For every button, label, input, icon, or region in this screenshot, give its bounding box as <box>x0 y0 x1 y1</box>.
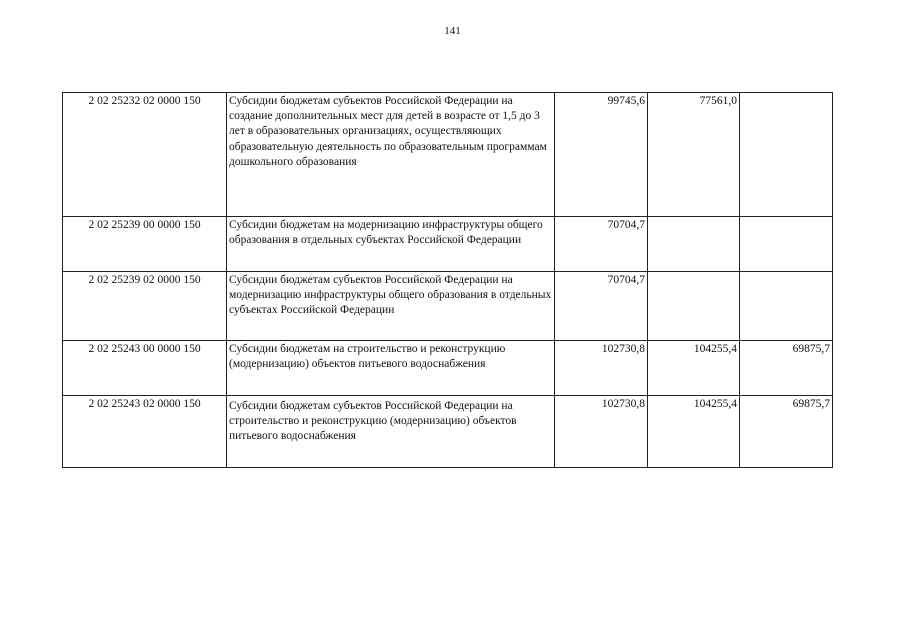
amount-year2-cell <box>648 217 740 272</box>
amount-year1-cell: 102730,8 <box>555 396 648 468</box>
amount-year1-cell: 70704,7 <box>555 217 648 272</box>
revenue-name-cell: Субсидии бюджетам субъектов Российской Федерации на строительство и реконструкцию (модернизацию) объектов питьевого водоснабжения <box>227 396 555 468</box>
table-row <box>63 93 833 217</box>
budget-code-cell: 2 02 25232 02 0000 150 <box>63 93 227 217</box>
budget-code-cell: 2 02 25243 02 0000 150 <box>63 396 227 468</box>
budget-code-cell: 2 02 25239 02 0000 150 <box>63 272 227 341</box>
table-row <box>63 396 833 468</box>
amount-year1-cell: 99745,6 <box>555 93 648 217</box>
budget-code-cell: 2 02 25243 00 0000 150 <box>63 341 227 396</box>
amount-year2-cell: 104255,4 <box>648 396 740 468</box>
amount-year3-cell <box>740 272 833 341</box>
amount-year1-cell: 102730,8 <box>555 341 648 396</box>
budget-revenue-table <box>62 92 833 468</box>
page-number: 141 <box>444 25 461 37</box>
amount-year1-cell: 70704,7 <box>555 272 648 341</box>
revenue-name-cell: Субсидии бюджетам на строительство и реконструкцию (модернизацию) объектов питьевого водоснабжения <box>227 341 555 396</box>
budget-code-cell: 2 02 25239 00 0000 150 <box>63 217 227 272</box>
table-row <box>63 217 833 272</box>
revenue-name-cell: Субсидии бюджетам субъектов Российской Федерации на создание дополнительных мест для детей в возрасте от 1,5 до 3 лет в образовательных организациях, осуществляющих образовательную деятельность по образовательным программам дошкольного образования <box>227 93 555 217</box>
amount-year3-cell <box>740 93 833 217</box>
revenue-name-cell: Субсидии бюджетам субъектов Российской Федерации на модернизацию инфраструктуры общего образования в отдельных субъектах Российской Федерации <box>227 272 555 341</box>
table-row <box>63 272 833 341</box>
amount-year2-cell <box>648 272 740 341</box>
amount-year2-cell: 104255,4 <box>648 341 740 396</box>
amount-year3-cell <box>740 217 833 272</box>
amount-year2-cell: 77561,0 <box>648 93 740 217</box>
table-row <box>63 341 833 396</box>
amount-year3-cell: 69875,7 <box>740 396 833 468</box>
revenue-name-cell: Субсидии бюджетам на модернизацию инфраструктуры общего образования в отдельных субъектах Российской Федерации <box>227 217 555 272</box>
amount-year3-cell: 69875,7 <box>740 341 833 396</box>
